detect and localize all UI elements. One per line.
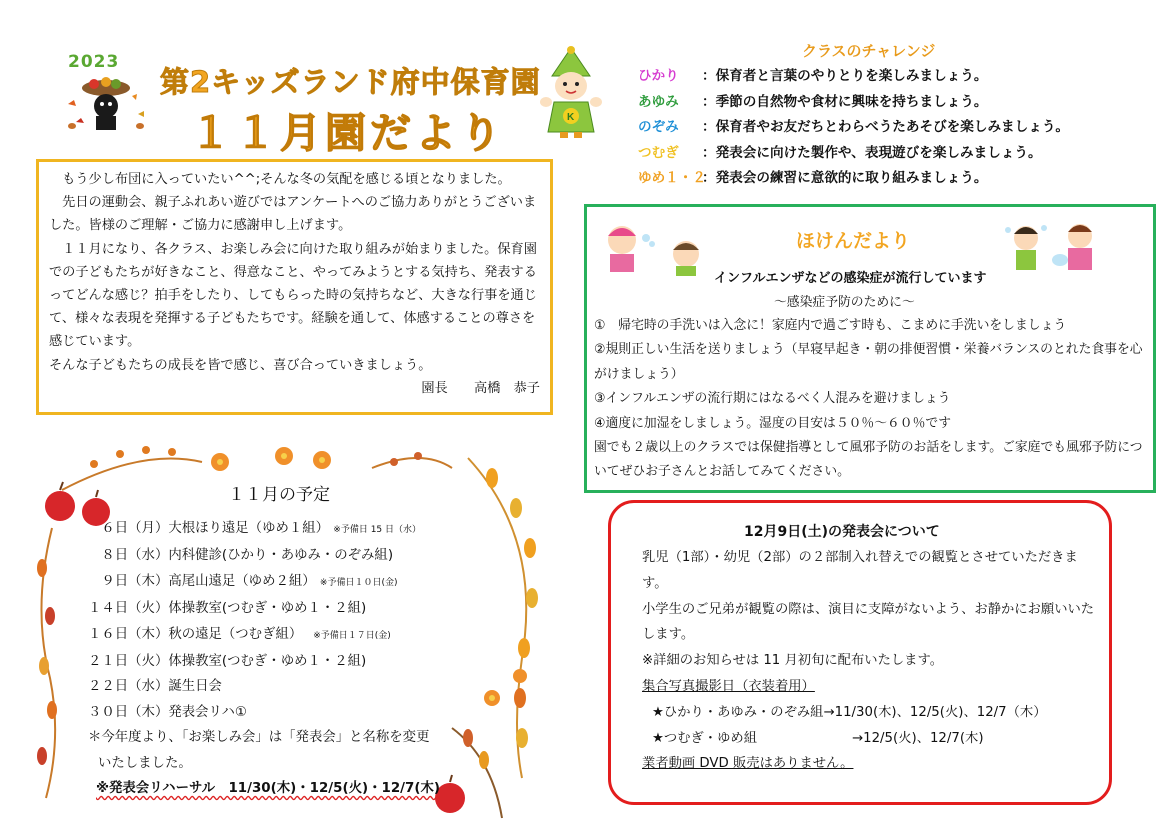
- schedule-event: ２２日（水）誕生日会: [88, 679, 222, 695]
- health-item: ④適度に加湿をしましょう。湿度の目安は５０％～６０％です: [594, 415, 951, 431]
- schedule-event: ２１日（火）体操教室(つむぎ・ゆめ１・２組): [88, 654, 367, 670]
- principal-signature: 園長 高橋 恭子: [421, 380, 540, 396]
- schedule-note-line: いたしました。: [98, 755, 192, 771]
- schedule-note: ※予備日１０日(金): [319, 577, 398, 588]
- sneezing-child-illustration: [602, 220, 706, 276]
- year-label: 2023: [68, 52, 120, 72]
- schedule-event: ６日（月）大根ほり遠足（ゆめ１組）: [88, 521, 330, 536]
- schedule-note-line: ＊今年度より、「お楽しみ会」は「発表会」と名称を変更: [88, 730, 430, 746]
- recital-paragraph: ※詳細のお知らせは 11 月初旬に配布いたします。: [642, 653, 943, 669]
- health-item: 園でも２歳以上のクラスでは保健指導として風邪予防のお話をします。ご家庭でも風邪予防についてぜひお子さんとお話してみてください。: [594, 440, 1143, 480]
- challenge-row: [638, 141, 1069, 167]
- svg-text:K: K: [567, 112, 575, 123]
- greeting-box: [36, 159, 553, 415]
- recital-body: [642, 545, 1098, 777]
- class-name: ゆめ１・２: [638, 170, 706, 186]
- photo-day-line: ★ひかり・あゆみ・のぞみ組→11/30(木)、12/5(火)、12/7（木）: [652, 704, 1047, 720]
- schedule-item: [88, 516, 440, 543]
- health-item: ②規則正しい生活を送りましょう（早寝早起き・朝の排便習慣・栄養バランスのとれた食事を心がけましょう）: [594, 342, 1143, 382]
- schedule-event: ３０日（木）発表会リハ①: [88, 704, 247, 720]
- challenge-row: [638, 64, 1069, 90]
- greeting-paragraph: 先日の運動会、親子ふれあい遊びではアンケートへのご協力ありがとうございました。皆様のご理解・ご協力に感謝申し上げます。: [49, 195, 537, 234]
- photo-day-line: [642, 726, 1098, 752]
- class-goal: ：季節の自然物や食材に興味を持ちましょう。: [702, 93, 988, 110]
- schedule-item: [88, 649, 440, 674]
- schedule-event: ８日（水）内科健診(ひかり・あゆみ・のぞみ組): [88, 548, 394, 564]
- class-goal: ：発表会の練習に意欲的に取り組みましょう。: [702, 170, 988, 186]
- health-news-body: [594, 314, 1146, 485]
- health-news-subtitle: インフルエンザなどの感染症が流行しています: [714, 271, 987, 286]
- health-news-subtitle-2: ～感染症予防のために～: [774, 295, 915, 310]
- greeting-paragraph: １１月になり、各クラス、お楽しみ会に向けた取り組みが始まりました。保育園での子どもたちが好きなこと、得意なこと、やってみようとする気持ち、発表するってどんな感じ？拍手をしたり、してもらった時の気持ちなど、大きな行事を通じて、様々な表現を発揮する子どもたちです。経験を通して、体感することの尊さを感じています。: [49, 241, 537, 350]
- greeting-paragraph: もう少し布団に入っていたい^^;そんな冬の気配を感じる頃となりました。: [49, 172, 511, 187]
- schedule-item: [88, 596, 440, 621]
- class-name: のぞみ: [638, 119, 679, 135]
- issue-title: １１月園だより: [190, 109, 505, 157]
- schedule-item: [88, 569, 440, 596]
- rehearsal-dates: ※発表会リハーサル 11/30(木)・12/5(火)・12/7(木): [96, 781, 440, 797]
- class-name: つむぎ: [638, 144, 679, 161]
- recital-paragraph: 乳児（1部）・幼児（2部）の２部制入れ替えでの観覧とさせていただきます。: [642, 550, 1078, 591]
- health-item: ① 帰宅時の手洗いは入念に！家庭内で過ごす時も、こまめに手洗いをしましょう: [594, 318, 1067, 333]
- schedule-note: ※予備日１７日(金): [313, 630, 391, 641]
- class-name: あゆみ: [638, 93, 679, 110]
- photo-day-dates: →12/5(火)、12/7(木): [852, 730, 984, 746]
- schedule-event: ９日（木）高尾山遠足（ゆめ２組）: [88, 573, 316, 589]
- health-item: ③インフルエンザの流行期にはなるべく人混みを避けましょう: [594, 391, 951, 407]
- photo-day-heading: 集合写真撮影日（衣装着用）: [642, 678, 815, 694]
- class-name: ひかり: [638, 68, 679, 84]
- schedule-title: １１月の予定: [228, 485, 330, 505]
- schedule-item: [88, 700, 440, 725]
- school-name: 第2キッズランド府中保育園: [160, 65, 541, 99]
- health-news-title: ほけんだより: [796, 230, 911, 252]
- mascot-k-illustration: [534, 46, 608, 140]
- challenge-row: [638, 115, 1069, 141]
- schedule-note: ※予備日 15 日（水）: [333, 525, 422, 535]
- photo-day-classes: ★つむぎ・ゆめ組: [652, 730, 757, 746]
- schedule-item: [88, 622, 440, 649]
- schedule-event: １４日（火）体操教室(つむぎ・ゆめ１・２組): [88, 601, 367, 617]
- challenge-row: [638, 166, 1069, 192]
- autumn-character-illustration: [58, 74, 154, 136]
- recital-paragraph: 小学生のご兄弟が観覧の際は、演目に支障がないよう、お静かにお願いいたします。: [642, 601, 1095, 643]
- class-goal: ：保育者やお友だちとわらべうたあそびを楽しみましょう。: [702, 119, 1070, 135]
- handwashing-children-illustration: [1004, 220, 1104, 272]
- challenge-row: [638, 90, 1069, 116]
- recital-title: 12月9日(土)の発表会について: [744, 524, 940, 540]
- greeting-paragraph: そんな子どもたちの成長を皆で感じ、喜び合っていきましょう。: [49, 357, 432, 373]
- class-challenge-list: [638, 64, 1069, 192]
- schedule-item: [88, 543, 440, 568]
- class-goal: ：保育者と言葉のやりとりを楽しみましょう。: [702, 68, 988, 84]
- dvd-notice: 業者動画 DVD 販売はありません。: [642, 756, 854, 772]
- schedule-event: １６日（木）秋の遠足（つむぎ組）: [88, 626, 296, 642]
- schedule-item: [88, 674, 440, 699]
- class-challenge-title: クラスのチャレンジ: [802, 42, 936, 60]
- schedule-list: [88, 516, 440, 801]
- class-goal: ：発表会に向けた製作や、表現遊びを楽しみましょう。: [702, 144, 1042, 161]
